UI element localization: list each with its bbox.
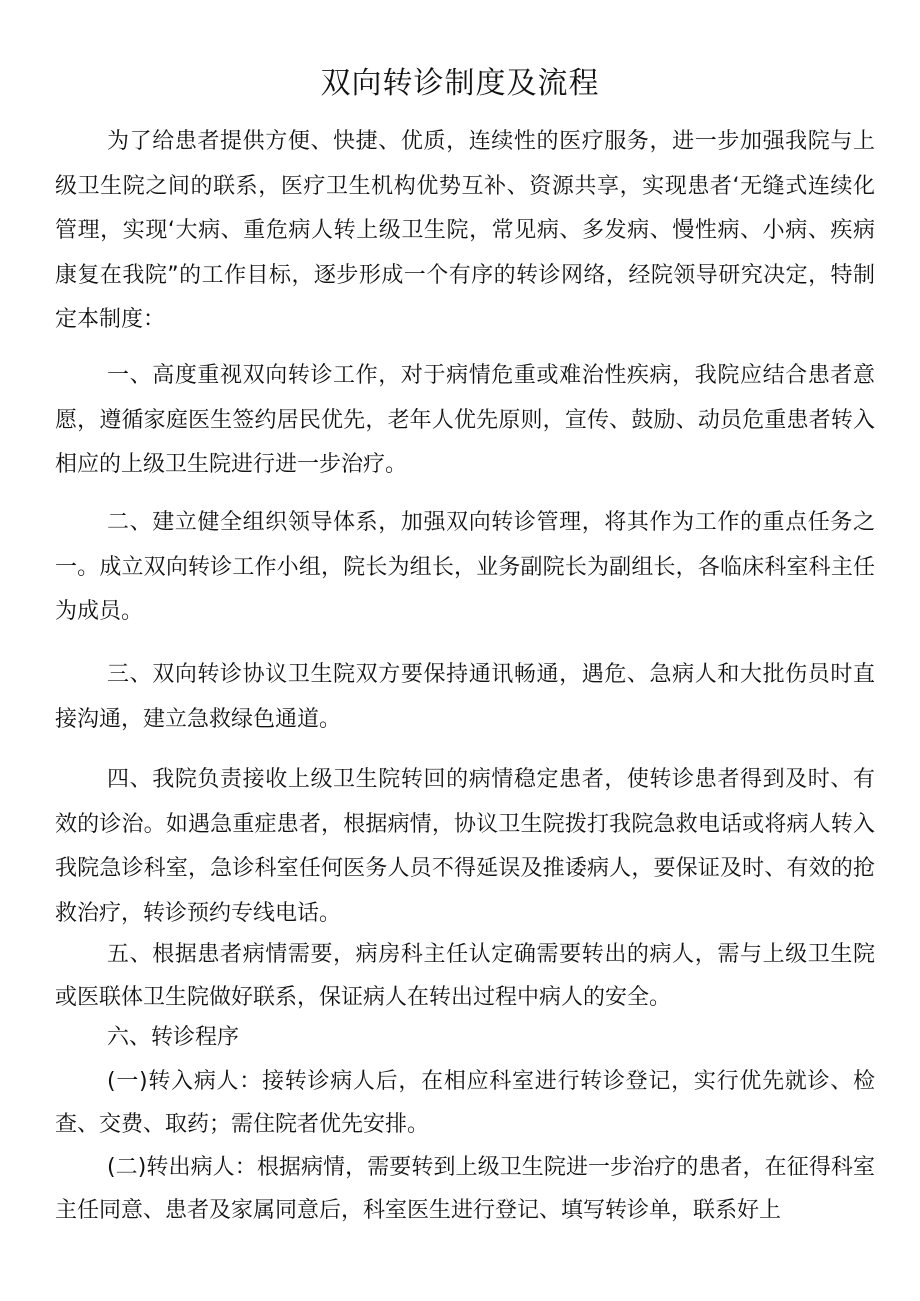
procedure-item-1: (一)转入病人：接转诊病人后，在相应科室进行转诊登记，实行优先就诊、检查、交费、取药；需住院者优先安排。 — [55, 1069, 875, 1137]
section-5-paragraph: 五、根据患者病情需要，病房科主任认定确需要转出的病人，需与上级卫生院或医联体卫生院做好联系，保证病人在转出过程中病人的安全。 — [55, 942, 875, 1010]
intro-paragraph: 为了给患者提供方便、快捷、优质，连续性的医疗服务，进一步加强我院与上级卫生院之间的联系，医疗卫生机构优势互补、资源共享，实现患者‘无缝式连续化管理，实现‘大病、重危病人转上级卫生院，常见病、多发病、慢性病、小病、疾病康复在我院”的工作目标，逐步形成一个有序的转诊网络，经院领导研究决定，特制定本制度： — [55, 129, 875, 332]
section-4-paragraph: 四、我院负责接收上级卫生院转回的病情稳定患者，使转诊患者得到及时、有效的诊治。如遇急重症患者，根据病情，协议卫生院拨打我院急救电话或将病人转入我院急诊科室，急诊科室任何医务人员不得延误及推诿病人，要保证及时、有效的抢救治疗，转诊预约专线电话。 — [55, 767, 875, 926]
procedure-heading: 六、转诊程序 — [107, 1025, 240, 1050]
section-1-paragraph: 一、高度重视双向转诊工作，对于病情危重或难治性疾病，我院应结合患者意愿，遵循家庭医生签约居民优先，老年人优先原则，宣传、鼓励、动员危重患者转入相应的上级卫生院进行进一步治疗。 — [55, 363, 875, 477]
document-title: 双向转诊制度及流程 — [320, 66, 600, 101]
procedure-item-2: (二)转出病人：根据病情，需要转到上级卫生院进一步治疗的患者，在征得科室主任同意、患者及家属同意后，科室医生进行登记、填写转诊单，联系好上 — [55, 1155, 875, 1223]
section-3-paragraph: 三、双向转诊协议卫生院双方要保持通讯畅通，遇危、急病人和大批伤员时直接沟通，建立急救绿色通道。 — [55, 662, 875, 732]
section-2-paragraph: 二、建立健全组织领导体系，加强双向转诊管理，将其作为工作的重点任务之一。成立双向转诊工作小组，院长为组长，业务副院长为副组长，各临床科室科主任为成员。 — [55, 510, 875, 624]
